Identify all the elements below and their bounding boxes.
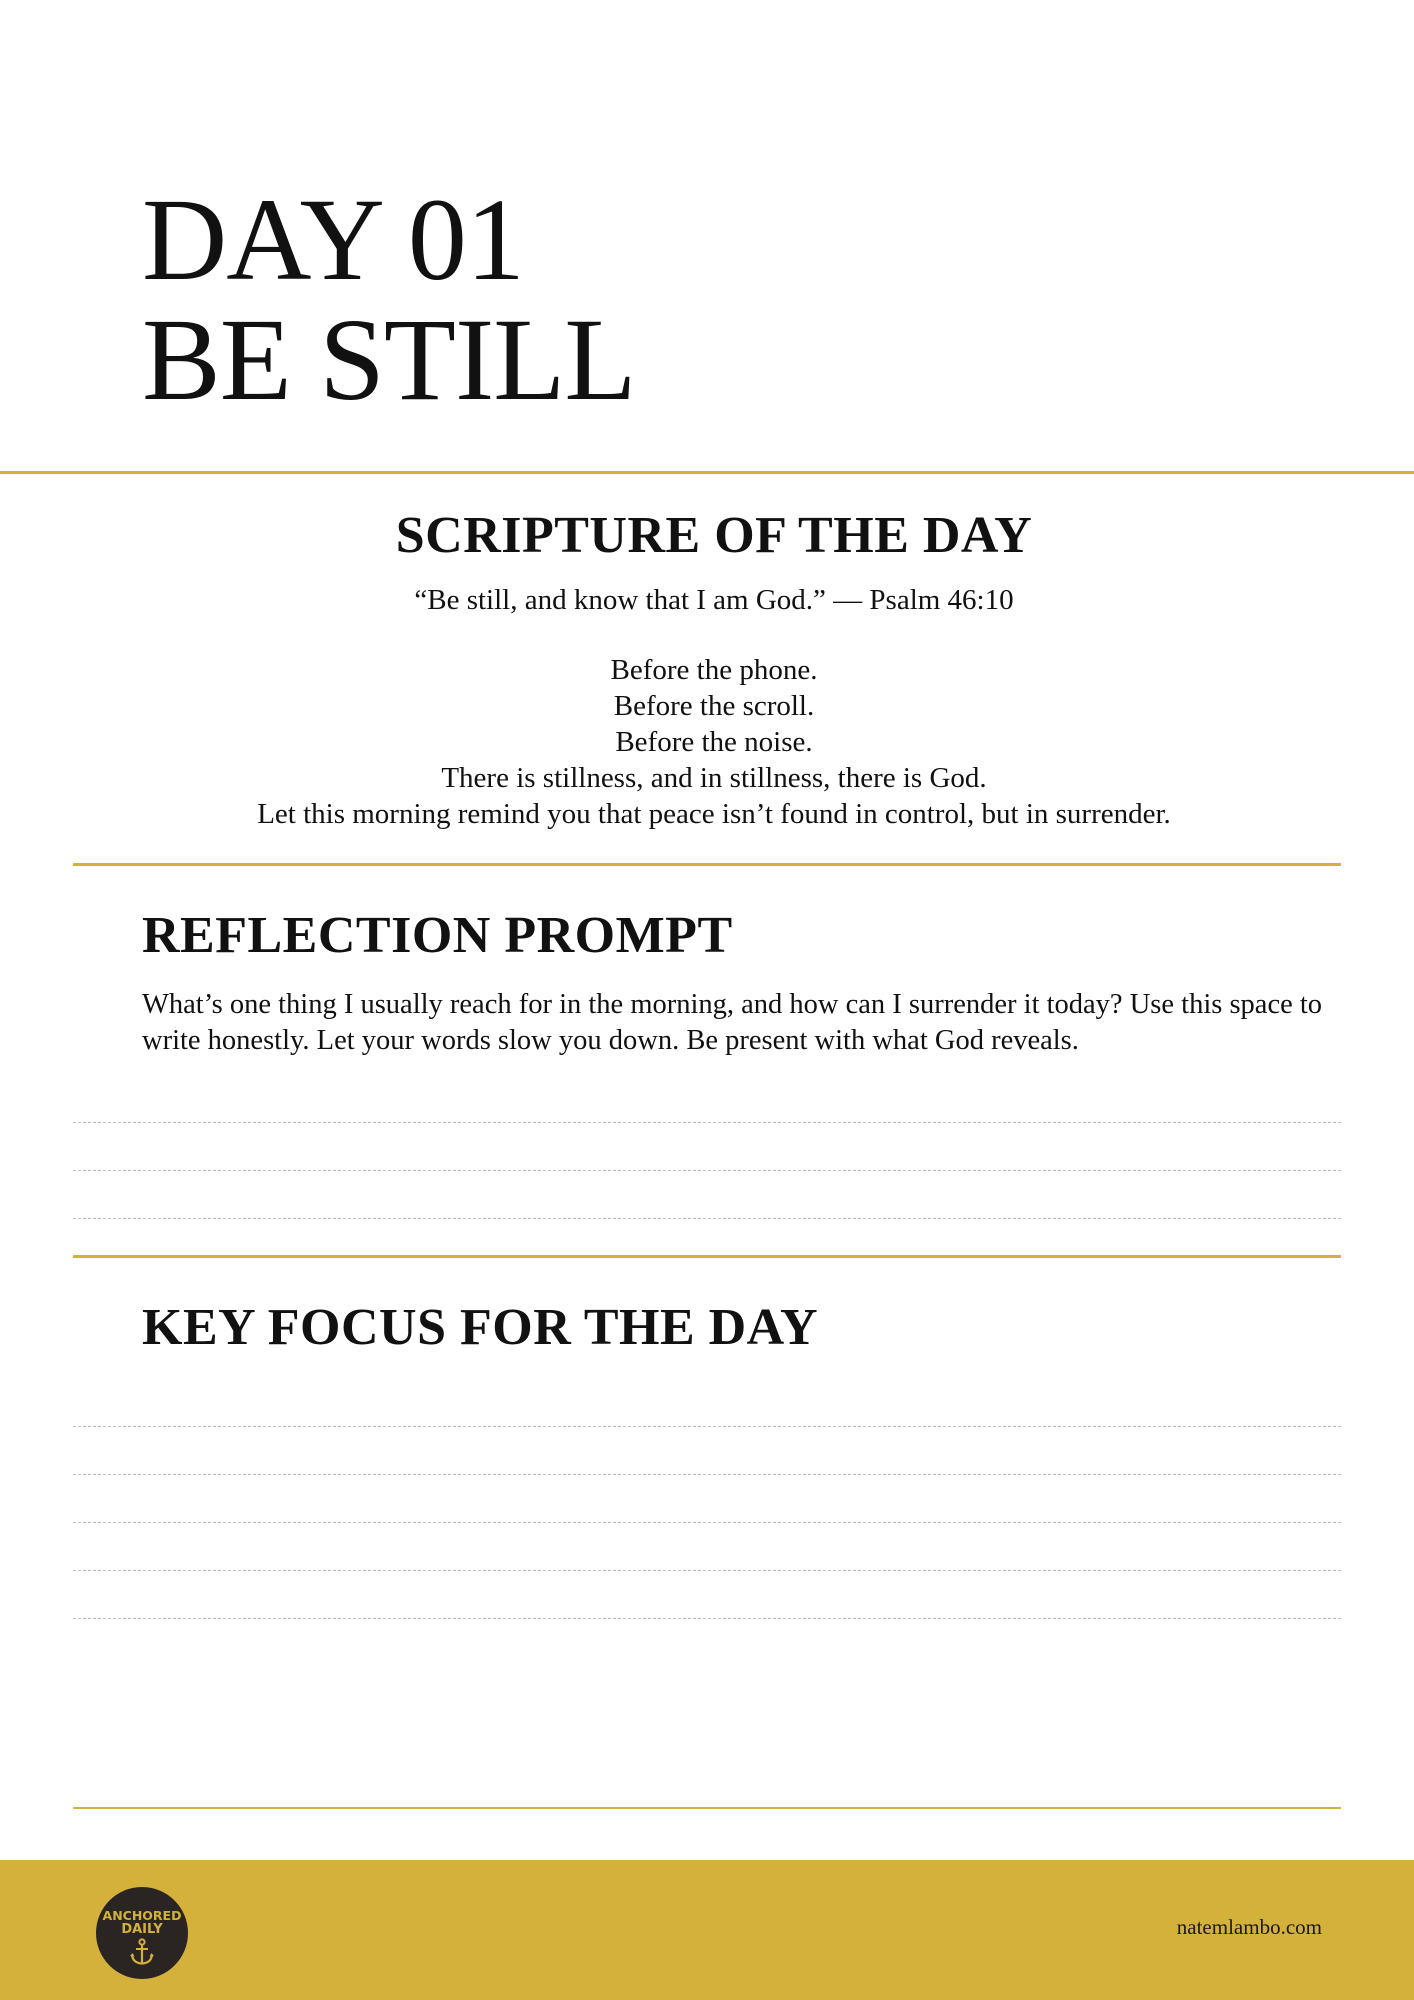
anchored-daily-logo xyxy=(96,1887,188,1979)
logo-text-line1: ANCHORED xyxy=(102,1908,182,1923)
focus-writing-line[interactable] xyxy=(73,1474,1341,1475)
focus-writing-line[interactable] xyxy=(73,1618,1341,1619)
header-divider xyxy=(0,471,1414,474)
key-focus-heading: KEY FOCUS FOR THE DAY xyxy=(142,1299,819,1356)
footer-divider xyxy=(73,1807,1341,1809)
scripture-line: There is stillness, and in stillness, there is God. xyxy=(441,762,987,794)
reflection-prompt: What’s one thing I usually reach for in the morning, and how can I surrender it today? Use this space to write honestly. Let your words slow you down. Be present with what God reveals. xyxy=(142,989,1323,1056)
focus-writing-line[interactable] xyxy=(73,1426,1341,1427)
section-divider xyxy=(73,863,1341,866)
scripture-line: Let this morning remind you that peace isn’t found in control, but in surrender. xyxy=(257,798,1171,830)
focus-writing-line[interactable] xyxy=(73,1570,1341,1571)
reflection-heading: REFLECTION PROMPT xyxy=(142,907,733,964)
section-divider xyxy=(73,1255,1341,1258)
page-title xyxy=(142,174,636,425)
scripture-line: Before the noise. xyxy=(615,726,813,758)
scripture-verse: “Be still, and know that I am God.” — Psalm 46:10 xyxy=(414,584,1014,616)
day-theme: BE STILL xyxy=(142,294,636,425)
scripture-reflection-text xyxy=(0,652,1414,832)
scripture-line: Before the phone. xyxy=(610,654,818,686)
scripture-line: Before the scroll. xyxy=(613,690,815,722)
logo-text-line2: DAILY xyxy=(121,1922,163,1937)
scripture-heading: SCRIPTURE OF THE DAY xyxy=(395,507,1033,564)
reflection-writing-line[interactable] xyxy=(73,1122,1341,1123)
reflection-writing-line[interactable] xyxy=(73,1218,1341,1219)
day-label: DAY 01 xyxy=(142,174,524,305)
website-link[interactable]: natemlambo.com xyxy=(1176,1915,1322,1939)
focus-writing-line[interactable] xyxy=(73,1522,1341,1523)
footer-bar xyxy=(0,1860,1414,2000)
anchor-icon xyxy=(129,1938,155,1966)
reflection-writing-line[interactable] xyxy=(73,1170,1341,1171)
